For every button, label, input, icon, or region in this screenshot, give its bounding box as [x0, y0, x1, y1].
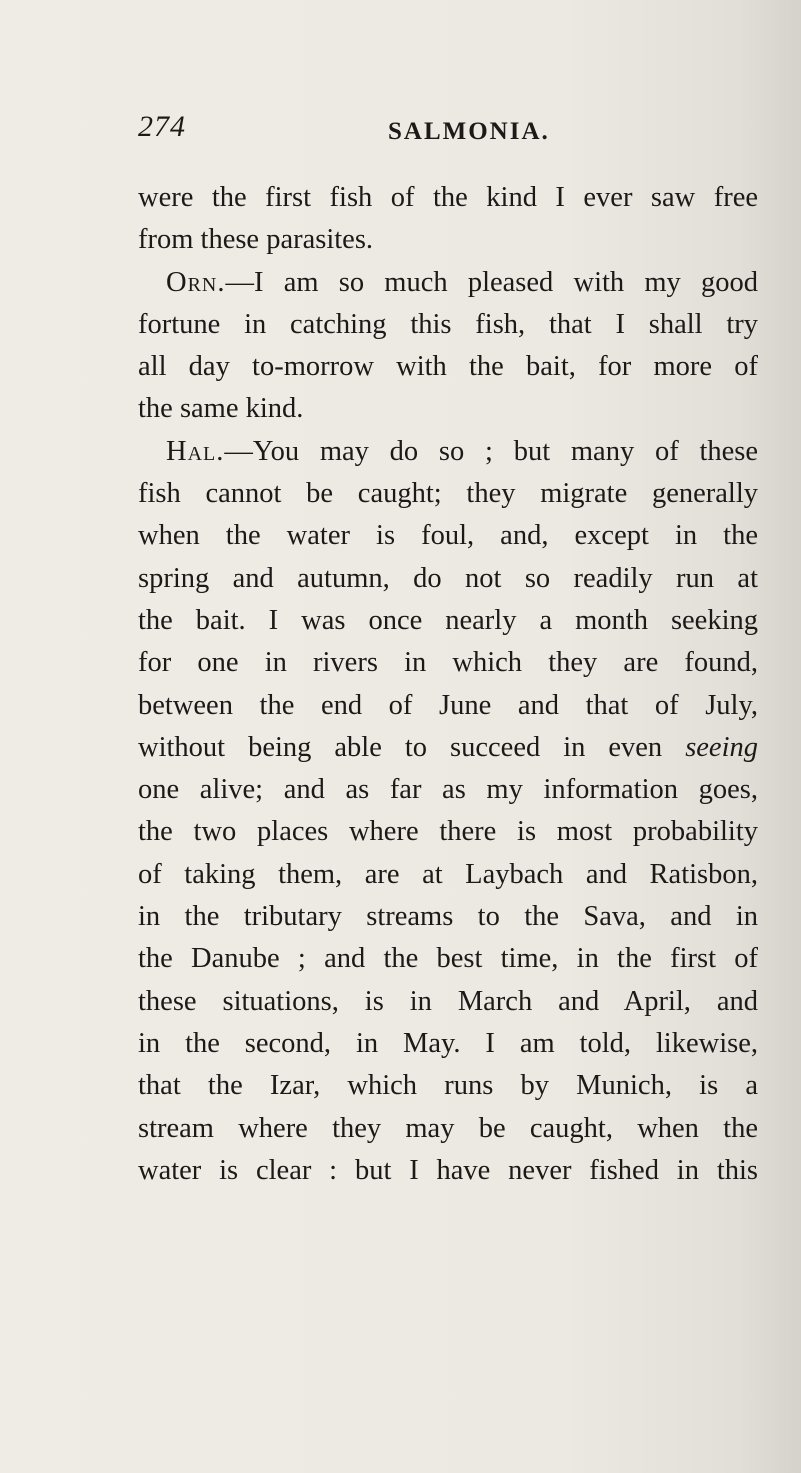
- text-line: were the first fish of the kind I ever saw free: [138, 182, 758, 213]
- text-line: spring and autumn, do not so readily run at: [138, 562, 758, 594]
- text-line: in the second, in May. I am told, likewise,: [138, 1027, 758, 1059]
- text-line: the two places where there is most probability: [138, 816, 758, 848]
- text-line: stream where they may be caught, when the: [138, 1112, 758, 1144]
- italic-word: seeing: [685, 731, 758, 763]
- page-header: [138, 110, 658, 150]
- page-number: 274: [138, 110, 186, 143]
- speech-text: —You may do so ; but many of these: [224, 435, 758, 467]
- text-line: in the tributary streams to the Sava, and in: [138, 901, 758, 933]
- text-line: the same kind.: [138, 393, 304, 425]
- text-line: the bait. I was once nearly a month seeking: [138, 604, 758, 636]
- text-line: [138, 727, 758, 769]
- line-text: without being able to succeed in even: [138, 731, 686, 763]
- text-line: the Danube ; and the best time, in the first of: [138, 943, 758, 975]
- text-line: from these parasites.: [138, 224, 374, 256]
- text-line: [138, 431, 758, 473]
- text-line: one alive; and as far as my information goes,: [138, 774, 758, 806]
- text-line: for one in rivers in which they are found,: [138, 647, 758, 679]
- text-line: between the end of June and that of July,: [138, 689, 758, 721]
- speech-text: —I am so much pleased with my good: [225, 266, 758, 298]
- text-line: [138, 262, 758, 304]
- running-head: SALMONIA.: [388, 118, 550, 145]
- text-line: fish cannot be caught; they migrate generally: [138, 478, 758, 510]
- speaker-name: Orn.: [166, 266, 226, 298]
- text-line: water is clear : but I have never fished in this: [138, 1154, 758, 1186]
- body-text: [138, 177, 758, 1192]
- text-line: that the Izar, which runs by Munich, is a: [138, 1070, 758, 1102]
- text-line: of taking them, are at Laybach and Ratisbon,: [138, 858, 758, 890]
- text-line: when the water is foul, and, except in the: [138, 520, 758, 552]
- text-line: fortune in catching this fish, that I shall try: [138, 308, 758, 340]
- text-line: these situations, is in March and April, and: [138, 985, 758, 1017]
- text-line: all day to-morrow with the bait, for more of: [138, 351, 758, 383]
- speaker-name: Hal.: [166, 435, 225, 467]
